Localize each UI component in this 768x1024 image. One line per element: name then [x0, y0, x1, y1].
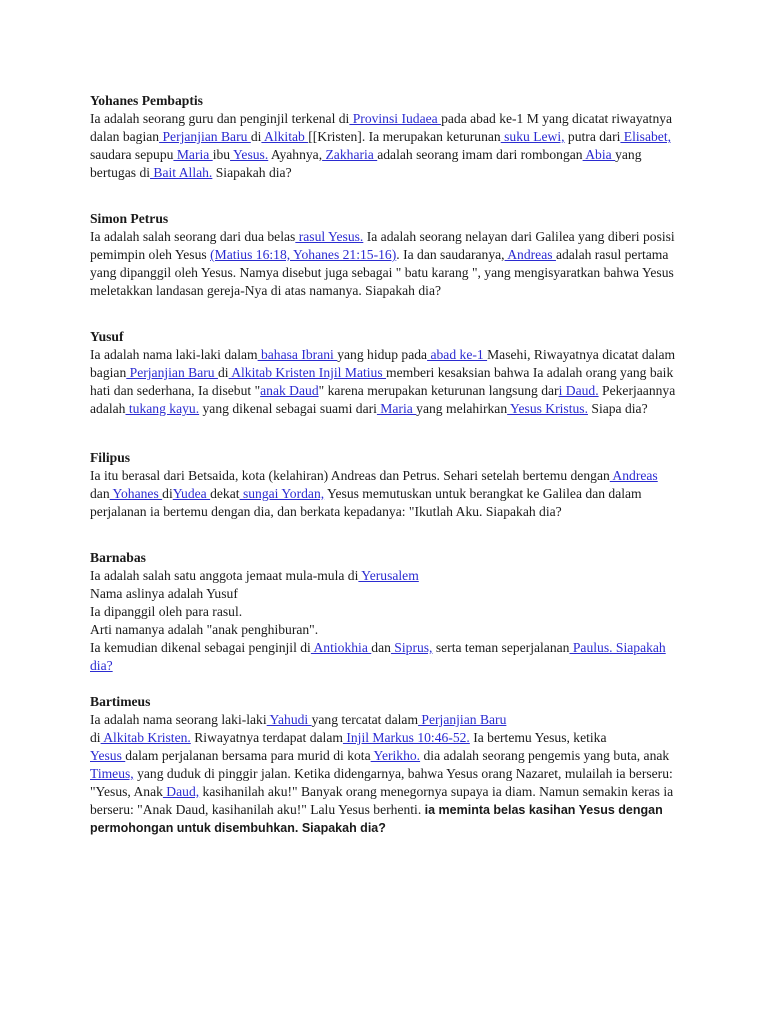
body-text: Yesus memutuskan untuk berangkat ke Galilea dan dalam perjalanan ia bertemu dengan dia, dan berkata kepadanya: "Ikutlah Aku. Siapakah dia?	[90, 486, 642, 519]
body-text: memberi kesaksian bahwa Ia adalah orang yang baik hati dan sederhana, Ia disebut "	[90, 365, 674, 398]
body-text: Pekerjaannya adalah	[90, 383, 676, 416]
inline-link[interactable]: Maria	[376, 401, 417, 416]
inline-link[interactable]: Yesus.	[230, 147, 269, 162]
inline-link[interactable]: tukang kayu.	[125, 401, 200, 416]
section-body	[90, 110, 680, 182]
inline-link[interactable]: Injil Markus 10:46-52.	[342, 730, 470, 745]
inline-link[interactable]: Yerusalem	[358, 568, 419, 583]
inline-link[interactable]: Siprus,	[390, 640, 433, 655]
inline-link[interactable]: (Matius 16:18, Yohanes 21:15-16)	[210, 247, 397, 262]
body-text: Ayahnya,	[268, 147, 323, 162]
section	[90, 328, 680, 418]
inline-link[interactable]: Abia	[582, 147, 616, 162]
document-page	[90, 92, 680, 837]
section-body	[90, 467, 680, 521]
section-heading: Bartimeus	[90, 694, 151, 709]
body-text: di	[250, 129, 262, 144]
section	[90, 693, 680, 837]
body-text: Ia adalah nama laki-laki dalam	[90, 347, 258, 362]
body-text: yang tercatat dalam	[311, 712, 419, 727]
section-spacer	[90, 300, 680, 328]
body-text: yang duduk di pinggir jalan. Ketika didengarnya, bahwa Yesus orang Nazaret, mulailah ia berseru: "Yesus, Anak	[90, 766, 673, 799]
body-text: yang hidup pada	[337, 347, 428, 362]
bold-question-text: ia meminta belas kasihan Yesus dengan permohongan untuk disembuhkan. Siapakah dia?	[90, 803, 663, 835]
section-heading: Filipus	[90, 450, 131, 465]
section	[90, 92, 680, 182]
body-text: Ia kemudian dikenal sebagai penginjil di	[90, 640, 311, 655]
inline-link[interactable]: Yudea	[172, 486, 211, 501]
body-text: serta teman seperjalanan	[432, 640, 570, 655]
body-text: ibu	[212, 147, 231, 162]
body-text: dan	[90, 486, 110, 501]
section-spacer	[90, 182, 680, 210]
body-text: adalah seorang imam dari rombongan	[377, 147, 583, 162]
body-text: Ia adalah salah satu anggota jemaat mula-mula di	[90, 568, 359, 583]
inline-link[interactable]: bahasa Ibrani	[257, 347, 338, 362]
inline-link[interactable]: Andreas	[504, 247, 556, 262]
inline-link[interactable]: Yerikho.	[370, 748, 421, 763]
body-text: putra dari	[564, 129, 621, 144]
body-text: yang bertugas di	[90, 147, 642, 180]
section	[90, 210, 680, 300]
body-text: Masehi, Riwayatnya dicatat dalam bagian	[90, 347, 676, 380]
section-body	[90, 711, 680, 837]
body-text: di	[162, 486, 173, 501]
body-text: Ia dipanggil oleh para rasul.	[90, 604, 243, 619]
body-text: Siapakah dia?	[212, 165, 292, 180]
section	[90, 449, 680, 521]
inline-link[interactable]: Alkitab	[261, 129, 309, 144]
inline-link[interactable]: sungai Yordan,	[239, 486, 325, 501]
body-text: dekat	[210, 486, 240, 501]
section-spacer	[90, 675, 680, 693]
section	[90, 549, 680, 675]
body-text: Nama aslinya adalah Yusuf	[90, 586, 238, 601]
section-body	[90, 567, 680, 675]
body-text: " karena merupakan keturunan langsung dar	[318, 383, 559, 398]
body-text: kasihanilah aku!" Banyak orang menegornya supaya ia diam. Namun semakin keras ia berseru: "Anak Daud, kasihanilah aku!" Lalu Yesus berhenti.	[90, 784, 674, 817]
body-text: yang dikenal sebagai suami dari	[199, 401, 377, 416]
inline-link[interactable]: Antiokhia	[310, 640, 372, 655]
inline-link[interactable]: abad ke-1	[427, 347, 488, 362]
inline-link[interactable]: Elisabet,	[620, 129, 671, 144]
section-spacer	[90, 521, 680, 549]
section-heading: Barnabas	[90, 550, 146, 565]
inline-link[interactable]: Alkitab Kristen Injil Matius	[228, 365, 387, 380]
body-text: Ia adalah seorang nelayan dari Galilea yang diberi posisi pemimpin oleh Yesus	[90, 229, 675, 262]
inline-link[interactable]: Andreas	[609, 468, 658, 483]
body-text: adalah rasul pertama yang dipanggil oleh Yesus. Namya disebut juga sebagai " batu karang ", yang mengisyaratkan bahwa Yesus meletakkan landasan gereja-Nya di atas namanya. Siapakah dia?	[90, 247, 674, 298]
section-heading: Simon Petrus	[90, 211, 169, 226]
body-text: saudara sepupu	[90, 147, 174, 162]
inline-link[interactable]: Yohanes	[109, 486, 163, 501]
body-text: Ia adalah seorang guru dan penginjil terkenal di	[90, 111, 350, 126]
inline-link[interactable]: Maria	[173, 147, 213, 162]
body-text: Ia itu berasal dari Betsaida, kota (kelahiran) Andreas dan Petrus. Sehari setelah bertemu dengan	[90, 468, 610, 483]
body-text: yang melahirkan	[416, 401, 508, 416]
body-text: [[Kristen]. Ia merupakan keturunan	[308, 129, 501, 144]
inline-link[interactable]: Yahudi	[266, 712, 312, 727]
inline-link[interactable]: Daud,	[162, 784, 200, 799]
body-text: di	[217, 365, 229, 380]
body-text: pada abad ke-1 M yang dicatat riwayatnya dalan bagian	[90, 111, 673, 144]
inline-link[interactable]: Perjanjian Baru	[159, 129, 251, 144]
inline-link[interactable]: Yesus Kristus.	[507, 401, 588, 416]
body-text: . Ia dan saudaranya,	[396, 247, 505, 262]
body-text: Arti namanya adalah "anak penghiburan".	[90, 622, 319, 637]
section-body	[90, 228, 680, 300]
inline-link[interactable]: Alkitab Kristen.	[100, 730, 191, 745]
body-text: Ia adalah nama seorang laki-laki	[90, 712, 267, 727]
inline-link[interactable]: Yesus	[90, 748, 126, 763]
inline-link[interactable]: anak Daud	[260, 383, 319, 398]
inline-link[interactable]: Perjanjian Baru	[126, 365, 218, 380]
section-spacer	[90, 418, 680, 449]
body-text: Ia adalah salah seorang dari dua belas	[90, 229, 296, 244]
section-heading: Yusuf	[90, 329, 124, 344]
body-text: dia adalah seorang pengemis yang buta, anak	[420, 748, 670, 763]
inline-link[interactable]: Zakharia	[322, 147, 378, 162]
inline-link[interactable]: Timeus,	[90, 766, 134, 781]
inline-link[interactable]: Paulus. Siapakah dia?	[90, 640, 666, 673]
section-heading: Yohanes Pembaptis	[90, 93, 203, 108]
body-text: Riwayatnya terdapat dalam	[190, 730, 343, 745]
inline-link[interactable]: Provinsi Iudaea	[349, 111, 442, 126]
section-body	[90, 346, 680, 418]
inline-link[interactable]: rasul Yesus.	[295, 229, 364, 244]
body-text: dan	[371, 640, 391, 655]
inline-link[interactable]: Perjanjian Baru	[418, 712, 507, 727]
body-text: Siapa dia?	[587, 401, 648, 416]
inline-link[interactable]: i Daud.	[558, 383, 599, 398]
inline-link[interactable]: suku Lewi,	[500, 129, 565, 144]
body-text: Ia bertemu Yesus, ketika	[469, 730, 607, 745]
inline-link[interactable]: Bait Allah.	[150, 165, 213, 180]
body-text: dalam perjalanan bersama para murid di kota	[125, 748, 371, 763]
body-text: di	[90, 730, 101, 745]
